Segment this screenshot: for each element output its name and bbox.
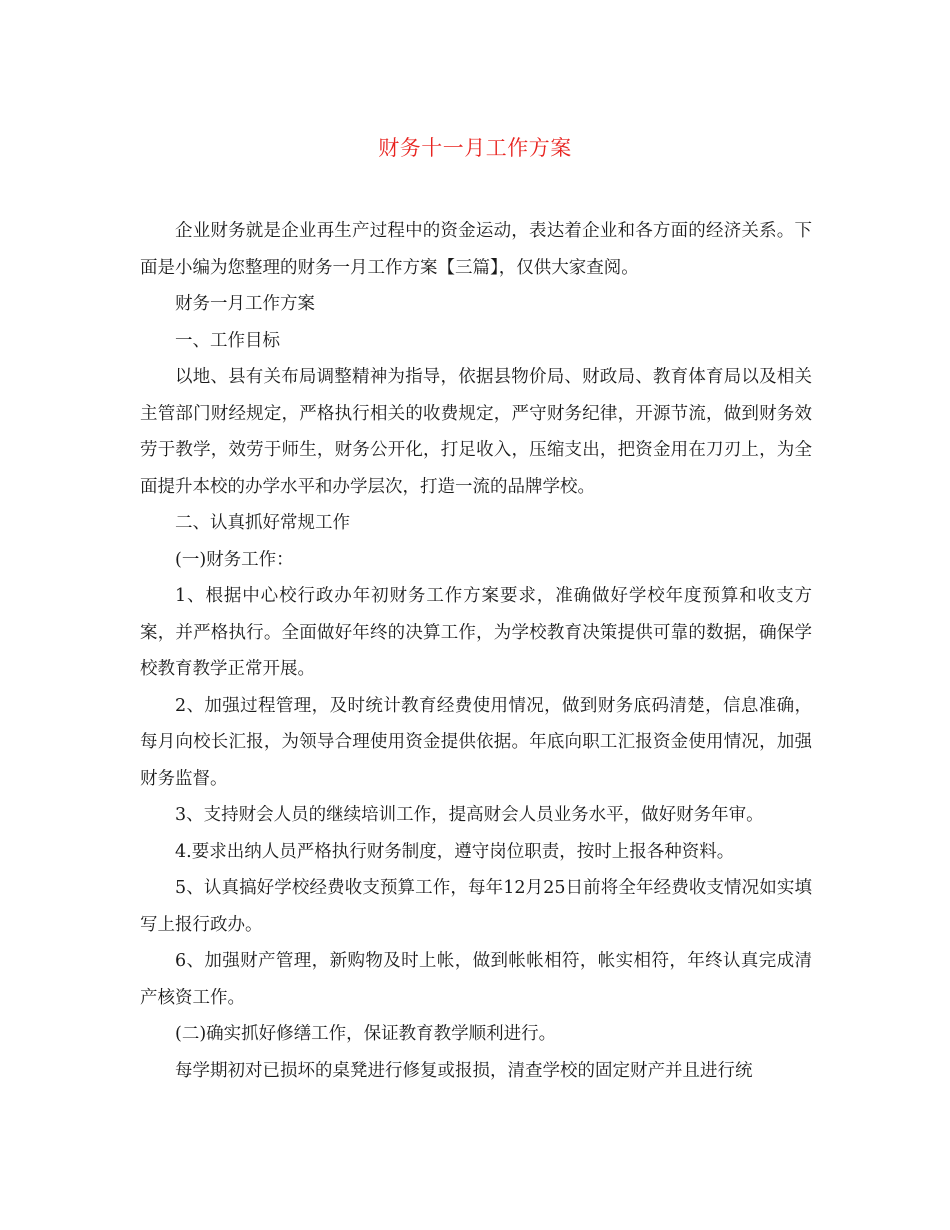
list-item: 6、加强财产管理，新购物及时上帐，做到帐帐相符，帐实相符，年终认真完成清产核资工作。: [140, 951, 812, 1008]
document-body: [140, 213, 812, 1089]
paragraph-repair: 每学期初对已损坏的桌凳进行修复或报损，清查学校的固定财产并且进行统: [175, 1060, 753, 1081]
subheading-repair-work: (二)确实抓好修缮工作，保证教育教学顺利进行。: [175, 1024, 557, 1044]
section-heading-plan: 财务一月工作方案: [175, 294, 315, 314]
paragraph-goals: 以地、县有关布局调整精神为指导，依据县物价局、财政局、教育体育局以及相关主管部门财经规定，严格执行相关的收费规定，严守财务纪律，开源节流，做到财务效劳于教学，效劳于师生，财务公开化，打足收入，压缩支出，把资金用在刀刃上，为全面提升本校的办学水平和办学层次，打造一流的品牌学校。: [140, 367, 812, 497]
list-item: 3、支持财会人员的继续培训工作，提高财会人员业务水平，做好财务年审。: [175, 805, 764, 825]
intro-paragraph: 企业财务就是企业再生产过程中的资金运动，表达着企业和各方面的经济关系。下面是小编为您整理的财务一月工作方案【三篇】，仅供大家查阅。: [140, 221, 812, 278]
document-title: 财务十一月工作方案: [378, 136, 572, 160]
heading-routine-work: 二、认真抓好常规工作: [175, 513, 350, 533]
list-item: 5、认真搞好学校经费收支预算工作，每年12月25日前将全年经费收支情况如实填写上报行政办。: [140, 878, 812, 935]
list-item: 4.要求出纳人员严格执行财务制度，遵守岗位职责，按时上报各种资料。: [175, 841, 735, 862]
subheading-finance-work: (一)财务工作：: [175, 549, 294, 570]
list-item: 1、根据中心校行政办年初财务工作方案要求，准确做好学校年度预算和收支方案，并严格执行。全面做好年终的决算工作，为学校教育决策提供可靠的数据，确保学校教育教学正常开展。: [140, 586, 812, 679]
heading-work-goals: 一、工作目标: [175, 330, 280, 351]
list-item: 2、加强过程管理，及时统计教育经费使用情况，做到财务底码清楚，信息准确，每月向校长汇报，为领导合理使用资金提供依据。年底向职工汇报资金使用情况，加强财务监督。: [140, 695, 812, 789]
